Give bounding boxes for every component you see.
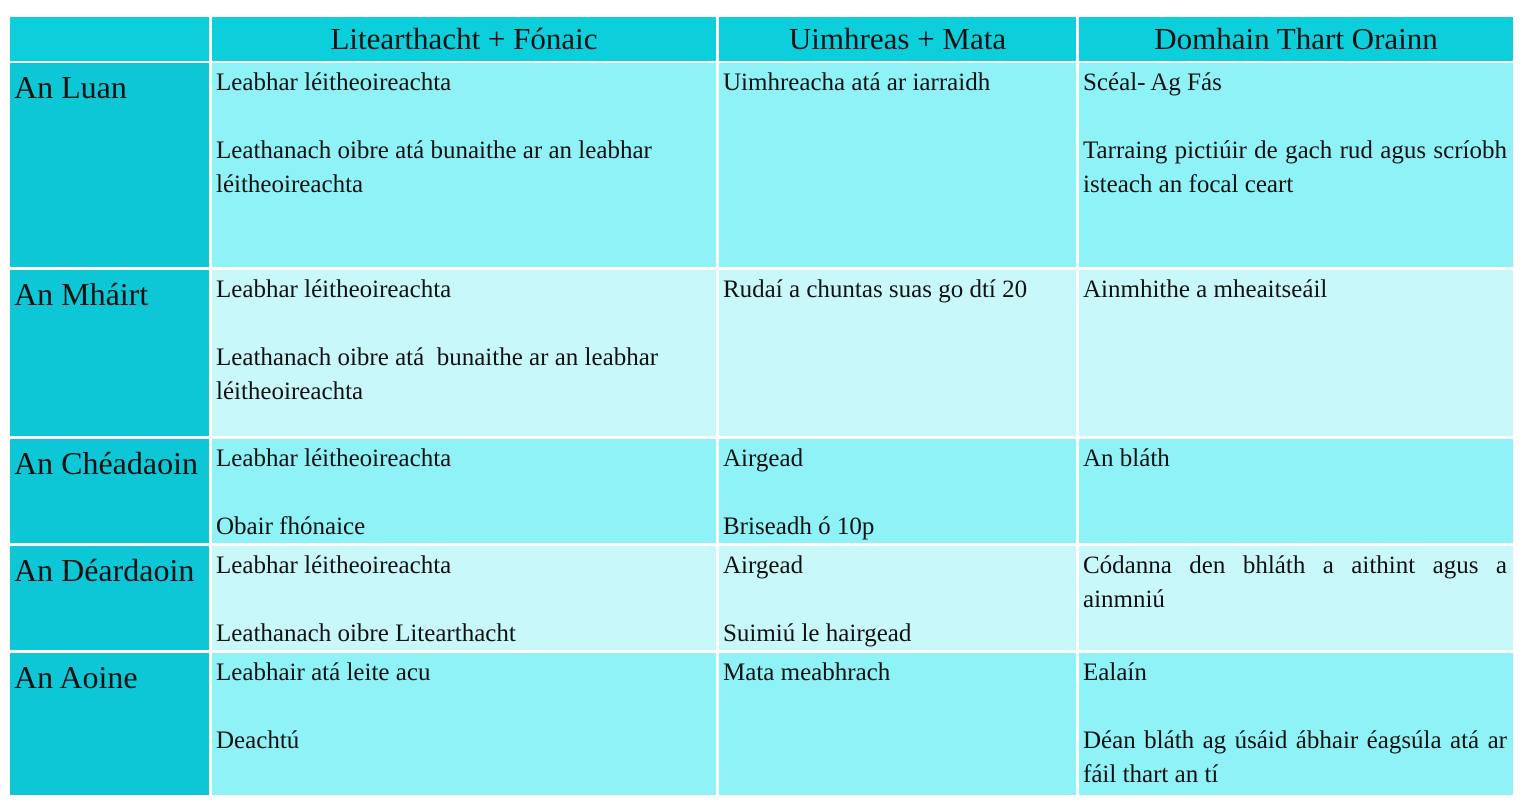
cell-monday-literacy bbox=[212, 63, 716, 267]
cell-text: Leathanach oibre atá bunaithe ar an leabhar léitheoireachta bbox=[216, 137, 652, 198]
cell-text: An bláth bbox=[1083, 445, 1170, 472]
cell-monday-world bbox=[1079, 63, 1513, 267]
cell-text: Leabhar léitheoireachta bbox=[216, 445, 452, 472]
cell-tuesday-world bbox=[1079, 270, 1513, 436]
cell-text: Mata meabhrach bbox=[723, 659, 891, 686]
cell-text: Leabhar léitheoireachta bbox=[216, 276, 452, 303]
cell-text: Tarraing pictiúir de gach rud agus scríobh isteach an focal ceart bbox=[1083, 137, 1507, 198]
cell-text: Ainmhithe a mheaitseáil bbox=[1083, 276, 1328, 303]
cell-thursday-world bbox=[1079, 546, 1513, 650]
cell-text: Obair fhónaice bbox=[216, 513, 366, 540]
cell-text: Scéal- Ag Fás bbox=[1083, 69, 1222, 96]
cell-text: Suimiú le hairgead bbox=[723, 620, 912, 647]
cell-tuesday-maths bbox=[719, 270, 1076, 436]
cell-text: Leabhar léitheoireachta bbox=[216, 552, 452, 579]
cell-text: Rudaí a chuntas suas go dtí 20 bbox=[723, 276, 1028, 303]
cell-thursday-literacy bbox=[212, 546, 716, 650]
weekly-schedule-table bbox=[10, 17, 1513, 795]
cell-wednesday-maths bbox=[719, 439, 1076, 543]
cell-monday-maths bbox=[719, 63, 1076, 267]
header-corner-cell bbox=[10, 17, 209, 61]
cell-text: Deachtú bbox=[216, 727, 300, 754]
cell-text: Uimhreacha atá ar iarraidh bbox=[723, 69, 991, 96]
cell-text: Airgead bbox=[723, 445, 804, 472]
day-cell-thursday: An Déardaoin bbox=[10, 546, 209, 650]
header-maths: Uimhreas + Mata bbox=[719, 17, 1076, 61]
cell-wednesday-world bbox=[1079, 439, 1513, 543]
cell-text: Leabhair atá leite acu bbox=[216, 659, 431, 686]
cell-text: Leabhar léitheoireachta bbox=[216, 69, 452, 96]
cell-thursday-maths bbox=[719, 546, 1076, 650]
cell-friday-world bbox=[1079, 653, 1513, 795]
cell-friday-maths bbox=[719, 653, 1076, 795]
cell-tuesday-literacy bbox=[212, 270, 716, 436]
cell-text: Códanna den bhláth a aithint agus a ainmniú bbox=[1083, 552, 1507, 613]
cell-text: Briseadh ó 10p bbox=[723, 513, 875, 540]
cell-text: Airgead bbox=[723, 552, 804, 579]
day-cell-wednesday: An Chéadaoin bbox=[10, 439, 209, 543]
cell-text: Déan bláth ag úsáid ábhair éagsúla atá ar fáil thart an tí bbox=[1083, 727, 1507, 788]
cell-text: Leathanach oibre Litearthacht bbox=[216, 620, 516, 647]
header-world: Domhain Thart Orainn bbox=[1079, 17, 1513, 61]
day-cell-monday: An Luan bbox=[10, 63, 209, 267]
header-literacy: Litearthacht + Fónaic bbox=[212, 17, 716, 61]
cell-text: Ealaín bbox=[1083, 659, 1147, 686]
cell-wednesday-literacy bbox=[212, 439, 716, 543]
cell-text: Leathanach oibre atá bunaithe ar an leabhar léitheoireachta bbox=[216, 344, 665, 405]
day-cell-tuesday: An Mháirt bbox=[10, 270, 209, 436]
day-cell-friday: An Aoine bbox=[10, 653, 209, 795]
cell-friday-literacy bbox=[212, 653, 716, 795]
